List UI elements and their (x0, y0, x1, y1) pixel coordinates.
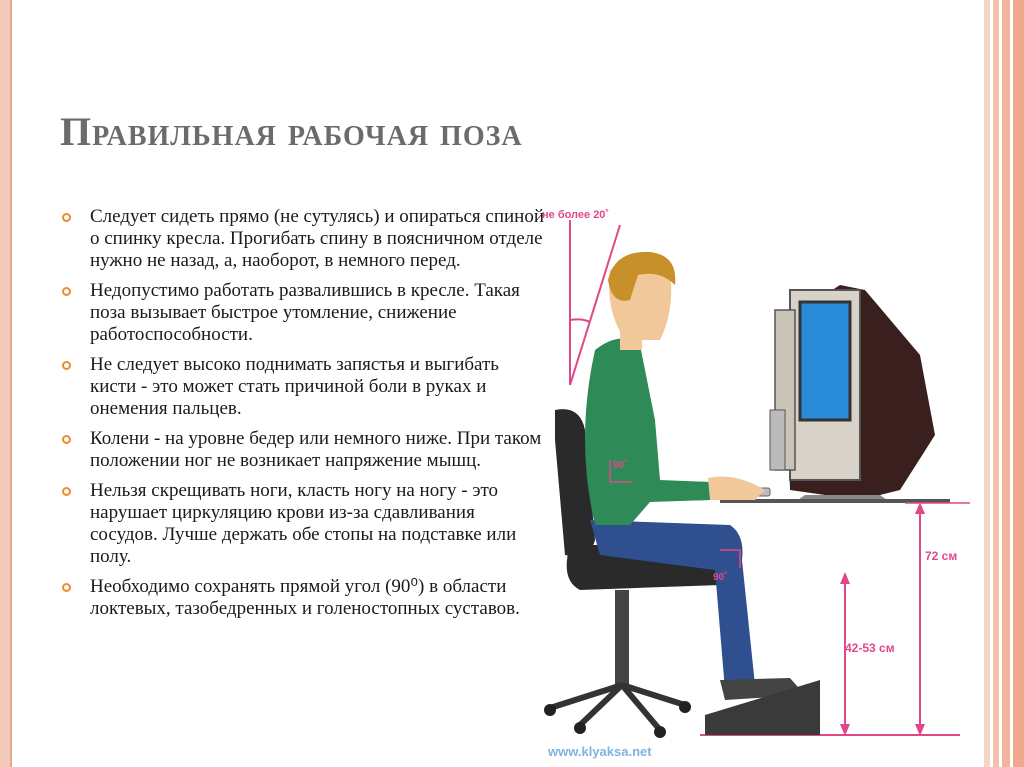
elbow-angle-label: 90˚ (613, 460, 628, 471)
bullet-list (62, 206, 547, 628)
bullet-item (62, 428, 547, 472)
bullet-text: Не следует высоко поднимать запястья и выгибать кисти - это может стать причиной боли в руках и онемения пальцев. (90, 354, 499, 419)
ergonomic-posture-illustration (520, 190, 985, 765)
left-border (0, 0, 10, 767)
bullet-marker-icon (62, 361, 71, 370)
bullet-item (62, 206, 547, 272)
back-angle-label: не более 20˚ (542, 209, 610, 221)
computer-monitor (770, 285, 935, 502)
angle-arc (570, 319, 590, 322)
bullet-item (62, 280, 547, 346)
slide-title: Правильная рабочая поза (60, 109, 523, 154)
bullet-text: Колени - на уровне бедер или немного ниже. При таком положении ног не возникает напряжение мышц. (90, 428, 542, 471)
left-border-line (10, 0, 12, 767)
desk-height-label: 72 см (925, 549, 958, 563)
bullet-marker-icon (62, 487, 71, 496)
right-decorative-stripes (984, 0, 1024, 767)
knee-angle-label: 90˚ (713, 572, 728, 583)
bullet-text: Недопустимо работать развалившись в кресле. Такая поза вызывает быстрое утомление, снижение работоспособности. (90, 280, 520, 345)
watermark-text: www.klyaksa.net (548, 744, 652, 759)
bullet-marker-icon (62, 583, 71, 592)
bullet-item (62, 480, 547, 568)
bullet-item (62, 354, 547, 420)
bullet-marker-icon (62, 287, 71, 296)
seat-height-label: 42-53 см (845, 641, 895, 655)
bullet-text: Нельзя скрещивать ноги, класть ногу на ногу - это нарушает циркуляцию крови из-за сдавливания сосудов. Лучше держать обе стопы на подставке или полу. (90, 480, 517, 567)
bullet-marker-icon (62, 435, 71, 444)
bullet-text: Следует сидеть прямо (не сутулясь) и опираться спиной о спинку кресла. Прогибать спину в поясничном отделе нужно не назад, а, наоборот, в немного перед. (90, 206, 545, 271)
bullet-marker-icon (62, 213, 71, 222)
bullet-item (62, 576, 547, 620)
bullet-text: Необходимо сохранять прямой угол (90⁰) в области локтевых, тазобедренных и голеностопных суставов. (90, 576, 520, 619)
